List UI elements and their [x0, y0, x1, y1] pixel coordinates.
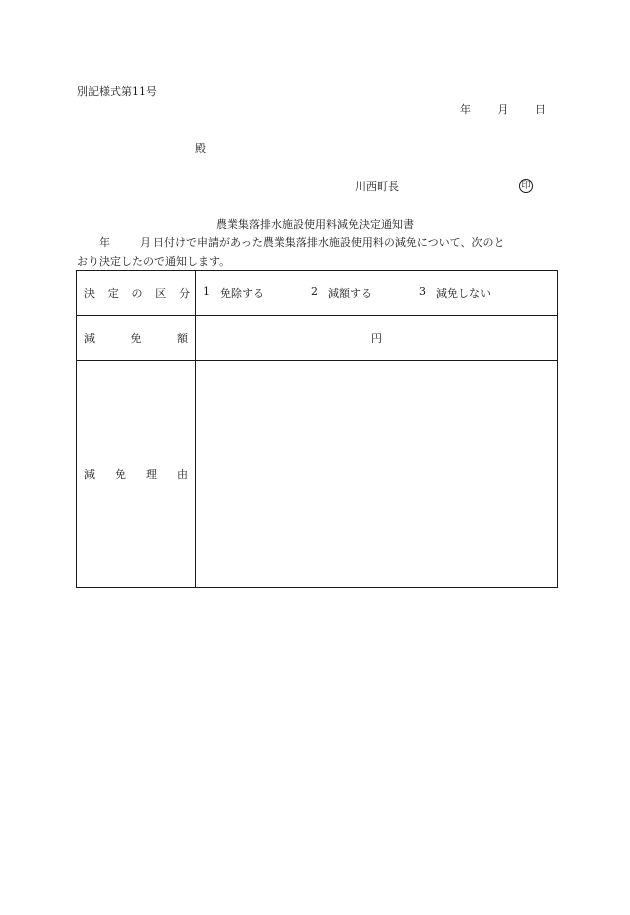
amount-value-cell[interactable]	[196, 316, 558, 361]
reason-row	[77, 361, 558, 588]
option-exempt[interactable]	[203, 285, 264, 301]
decision-options	[196, 285, 557, 301]
label-char: 免	[115, 468, 126, 482]
option-no-reduction[interactable]	[419, 285, 491, 301]
body-month-label: 月	[140, 236, 151, 249]
date-month-label: 月	[497, 103, 509, 116]
reason-value-cell[interactable]	[196, 361, 558, 588]
label-char: 減	[84, 332, 95, 346]
decision-options-cell	[196, 271, 558, 316]
document-title: 農業集落排水施設使用料減免決定通知書	[216, 218, 414, 231]
option-number: 1	[203, 285, 210, 299]
body-year-label: 年	[99, 236, 110, 249]
option-text: 減免しない	[436, 287, 491, 301]
reason-label	[77, 466, 195, 482]
decision-table	[76, 270, 558, 588]
form-number: 別記様式第11号	[77, 85, 157, 98]
label-char: 決	[84, 287, 95, 301]
amount-row	[77, 316, 558, 361]
label-char: 由	[177, 468, 188, 482]
label-char: 免	[130, 332, 142, 346]
decision-label-cell	[77, 271, 196, 316]
amount-unit: 円	[371, 332, 382, 346]
option-number: 3	[419, 285, 426, 299]
decision-label	[77, 285, 195, 301]
date-line	[460, 104, 546, 115]
amount-label-cell	[77, 316, 196, 361]
body-text-line-2: おり決定したので通知します。	[77, 255, 231, 268]
addressee-suffix: 殿	[195, 142, 206, 155]
seal-icon: 印	[519, 179, 533, 193]
body-text-line-1	[77, 237, 556, 248]
label-char: 減	[84, 468, 95, 482]
body-line-1-text: 日付けで申請があった農業集落排水施設使用料の減免について、次のと	[153, 236, 505, 249]
label-char: 理	[146, 468, 157, 482]
option-text: 免除する	[220, 287, 264, 301]
label-char: 区	[155, 287, 167, 301]
label-char: 分	[179, 287, 190, 301]
date-day-label: 日	[535, 103, 546, 116]
amount-label	[77, 330, 195, 346]
option-text: 減額する	[328, 287, 372, 301]
label-char: の	[131, 287, 143, 301]
issuer-name: 川西町長	[355, 180, 399, 193]
date-year-label: 年	[460, 103, 471, 116]
reason-label-cell	[77, 361, 196, 588]
option-reduce[interactable]	[311, 285, 372, 301]
option-number: 2	[311, 285, 318, 299]
label-char: 額	[177, 332, 188, 346]
label-char: 定	[107, 287, 119, 301]
decision-row	[77, 271, 558, 316]
